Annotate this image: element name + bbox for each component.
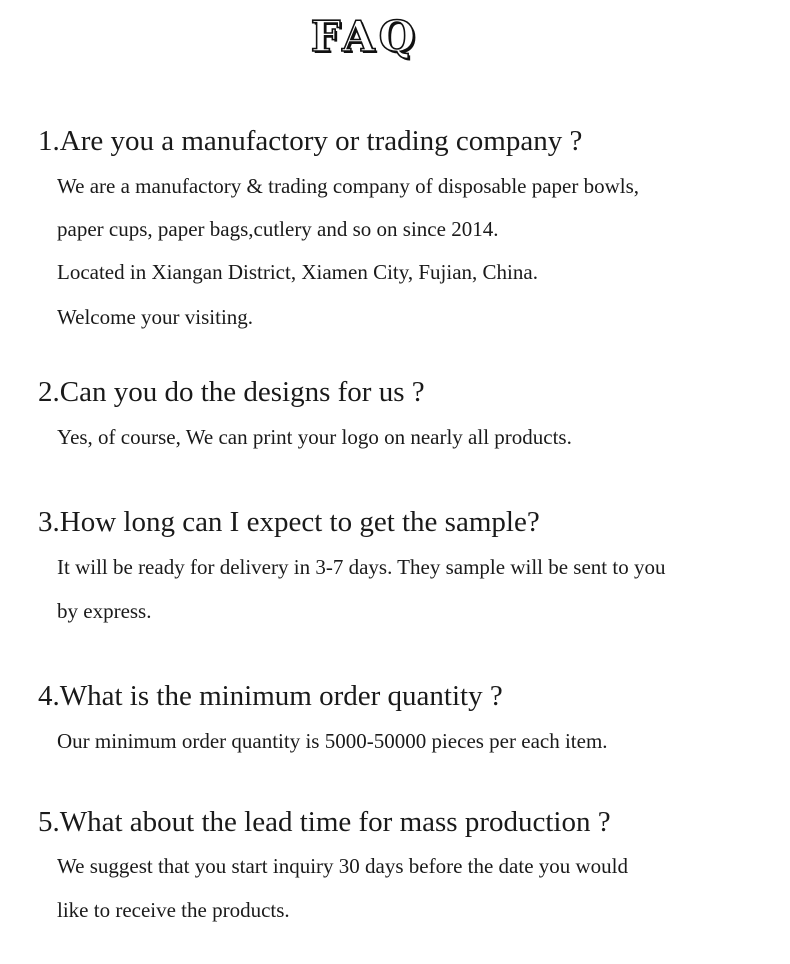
faq-answer-5-line-2: like to receive the products. (57, 898, 290, 922)
faq-answer-1-line-4: Welcome your visiting. (57, 305, 254, 329)
faq-question-1: 1.Are you a manufactory or trading company ? (38, 125, 583, 157)
faq-answer-1-line-3: Located in Xiangan District, Xiamen City, Fujian, China. (57, 260, 538, 284)
faq-answer-3-line-1: It will be ready for delivery in 3-7 days. They sample will be sent to you (57, 555, 666, 579)
faq-question-2: 2.Can you do the designs for us ? (38, 376, 425, 408)
page-title: FAQ (310, 12, 420, 61)
faq-answer-2-line-1: Yes, of course, We can print your logo on nearly all products. (57, 425, 572, 449)
faq-answer-1-line-2: paper cups, paper bags,cutlery and so on since 2014. (57, 217, 499, 241)
faq-answer-4-line-1: Our minimum order quantity is 5000-50000 pieces per each item. (57, 729, 608, 753)
faq-question-5: 5.What about the lead time for mass production ? (38, 806, 611, 838)
faq-question-3: 3.How long can I expect to get the sample? (38, 506, 540, 538)
faq-answer-1-line-1: We are a manufactory & trading company of disposable paper bowls, (57, 174, 640, 198)
faq-question-4: 4.What is the minimum order quantity ? (38, 680, 503, 712)
faq-answer-3-line-2: by express. (57, 599, 152, 623)
faq-answer-5-line-1: We suggest that you start inquiry 30 days before the date you would (57, 854, 629, 878)
